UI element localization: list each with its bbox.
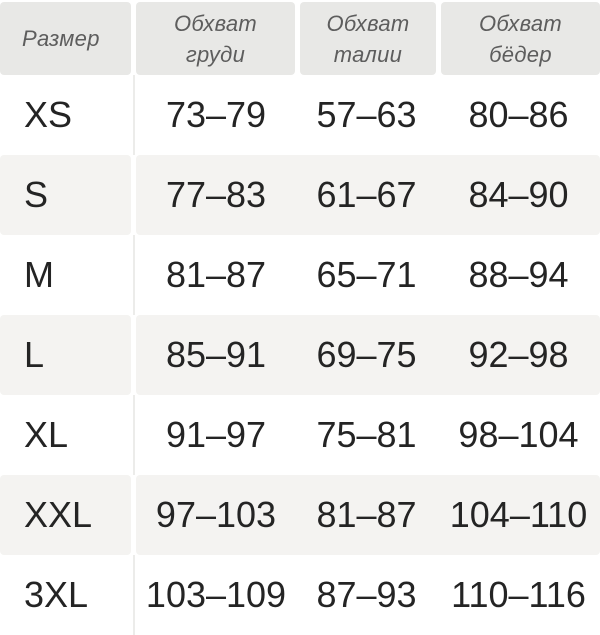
table-row: [0, 315, 600, 395]
chest-cell: 91–97: [165, 414, 267, 455]
table-row: [0, 75, 600, 155]
waist-cell: 75–81: [316, 414, 417, 455]
table-row: [0, 155, 600, 235]
header-label: Обхват: [326, 10, 410, 36]
waist-cell: 69–75: [316, 334, 417, 375]
row-data: [136, 155, 600, 235]
waist-cell: 87–93: [316, 574, 417, 615]
waist-cell: 61–67: [316, 174, 417, 215]
waist-cell: 65–71: [316, 254, 417, 295]
chest-cell: 73–79: [165, 94, 267, 135]
hips-cell: 104–110: [449, 494, 588, 535]
table-row: [0, 395, 600, 475]
chest-cell: 81–87: [165, 254, 267, 295]
header-label: Обхват: [173, 10, 258, 36]
hips-cell: 80–86: [468, 94, 569, 135]
header-cell-size: [0, 2, 131, 75]
size-cell: S: [0, 155, 131, 235]
size-cell: XS: [24, 94, 73, 135]
row-data: [136, 75, 600, 155]
size-cell: 3XL: [24, 574, 89, 615]
row-data: [136, 555, 600, 635]
header-label: Обхват: [478, 10, 563, 36]
table-row: [0, 475, 600, 555]
hips-cell: 92–98: [468, 334, 569, 375]
chest-cell: 85–91: [165, 334, 267, 375]
header-cell-chest: Обхват груди: [136, 2, 295, 75]
size-cell: XL: [24, 414, 69, 455]
hips-cell: 88–94: [468, 254, 569, 295]
chest-cell: 77–83: [165, 174, 267, 215]
waist-cell: 81–87: [316, 494, 417, 535]
header-label: Размер: [22, 26, 100, 51]
size-cell: L: [0, 315, 131, 395]
hips-cell: 98–104: [458, 414, 579, 455]
table-row: [0, 235, 600, 315]
row-data: [136, 475, 600, 555]
hips-cell: 110–116: [451, 574, 586, 615]
hips-cell: 84–90: [468, 174, 569, 215]
chest-cell: 97–103: [155, 494, 277, 535]
row-data: [136, 235, 600, 315]
size-cell: XXL: [0, 475, 131, 555]
table-row: [0, 555, 600, 635]
header-cell-waist: Обхват талии: [300, 2, 436, 75]
size-cell: M: [24, 254, 54, 295]
waist-cell: 57–63: [316, 94, 417, 135]
row-data: [136, 315, 600, 395]
table-header: [0, 0, 600, 75]
row-data: [136, 395, 600, 475]
header-cell-hips: Обхват бёдер: [441, 2, 600, 75]
chest-cell: 103–109: [145, 574, 287, 615]
